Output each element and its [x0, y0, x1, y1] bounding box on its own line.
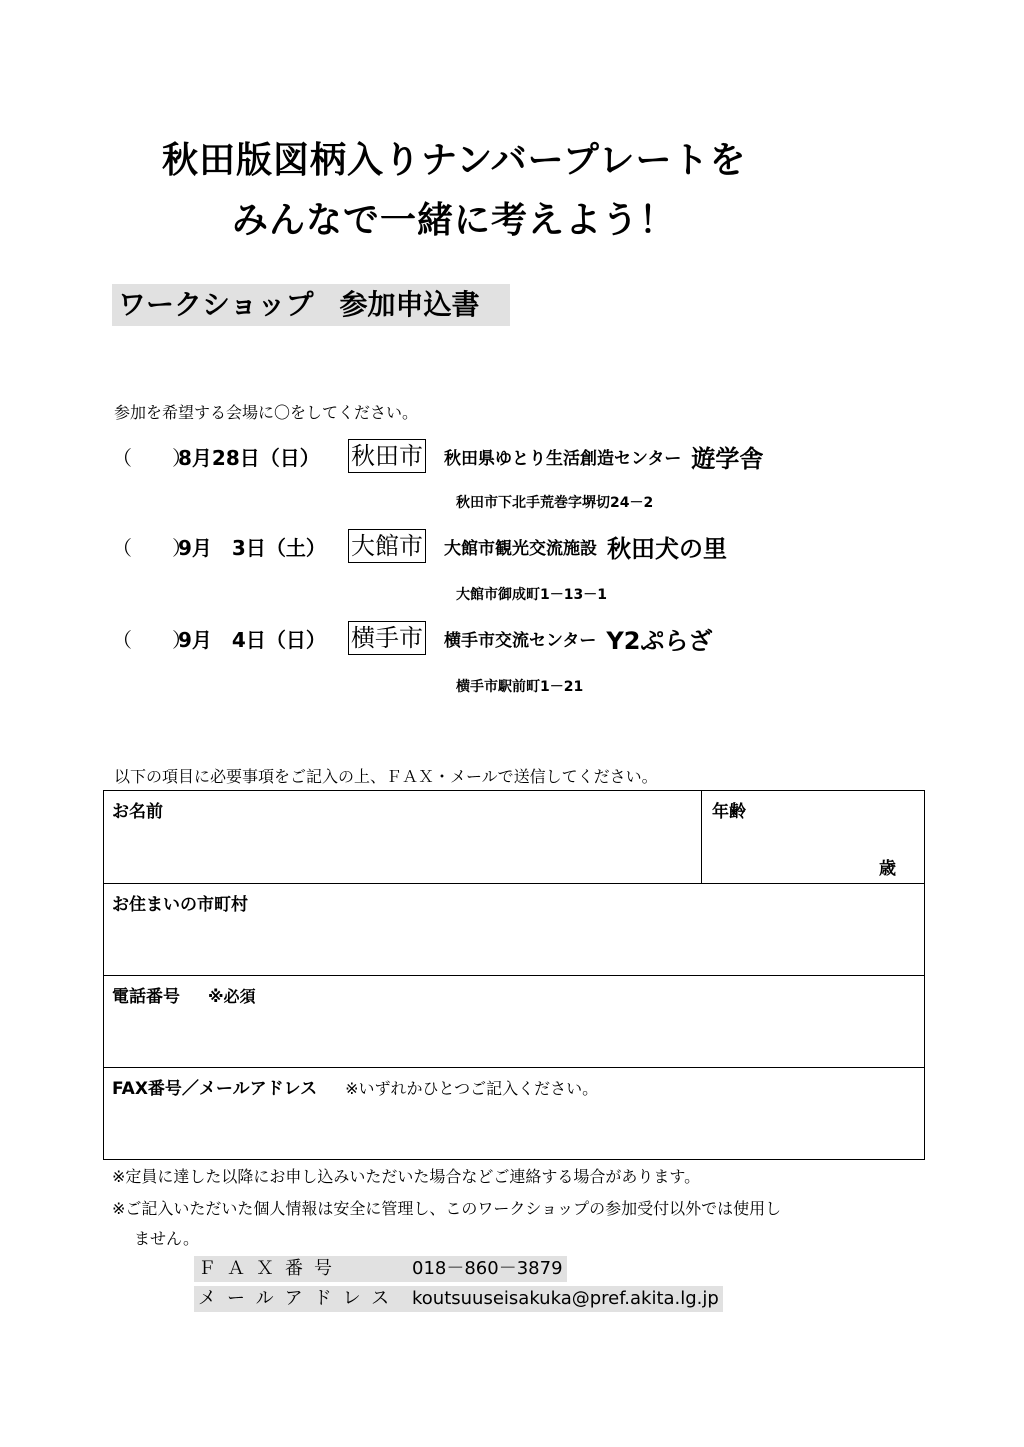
venue-instruction: 参加を希望する会場に〇をしてください。 — [114, 403, 419, 422]
venue-checkbox[interactable]: （ ） — [112, 445, 192, 470]
form-row-address[interactable] — [104, 884, 924, 976]
name-label: お名前 — [112, 802, 163, 822]
venue-address: 横手市駅前町1－21 — [456, 679, 584, 695]
venue-address: 大館市御成町1－13－1 — [456, 587, 607, 603]
form-instruction: 以下の項目に必要事項をご記入の上、ＦＡＸ・メールで送信してください。 — [114, 767, 658, 786]
subtitle-part-2: 参加申込書 — [339, 288, 480, 321]
venue-option-akita[interactable] — [112, 438, 763, 474]
form-row-phone[interactable] — [104, 976, 924, 1068]
fax-email-label — [112, 1074, 598, 1099]
venue-option-yokote[interactable] — [112, 620, 712, 656]
venue-checkbox[interactable]: （ ） — [112, 535, 192, 560]
phone-required-note: ※必須 — [208, 987, 256, 1006]
name-field[interactable] — [104, 791, 701, 883]
venue-facility: 横手市交流センター — [444, 630, 597, 651]
venue-date: 9月 4日（日） — [178, 627, 326, 652]
contact-fax — [194, 1256, 567, 1282]
venue-city: 大館市 — [348, 529, 426, 563]
form-subtitle — [112, 284, 510, 326]
form-row-name — [104, 791, 924, 884]
venue-facility-name: 秋田犬の里 — [607, 534, 727, 563]
venue-date: 8月28日（日） — [178, 445, 320, 470]
venue-checkbox[interactable]: （ ） — [112, 627, 192, 652]
fax-email-label-text: FAX番号／メールアドレス — [112, 1079, 318, 1099]
title-line-2: みんなで一緒に考えよう！ — [232, 200, 677, 241]
title-line-1: 秋田版図柄入りナンバープレートを — [162, 140, 747, 181]
fax-number: 018－860－3879 — [412, 1258, 563, 1279]
contact-email — [194, 1286, 723, 1312]
fax-email-note: ※いずれかひとつご記入ください。 — [345, 1079, 599, 1098]
venue-address: 秋田市下北手荒巻字堺切24－2 — [456, 495, 654, 511]
subtitle-part-1: ワークショップ — [118, 288, 314, 321]
venue-facility-name: Y2ぷらざ — [606, 626, 713, 655]
fax-key: ＦＡＸ番号 — [198, 1258, 343, 1279]
venue-city: 横手市 — [348, 621, 426, 655]
note-privacy: ※ご記入いただいた個人情報は安全に管理し、このワークショップの参加受付以外では使用し — [112, 1199, 782, 1218]
email-address[interactable]: koutsuuseisakuka@pref.akita.lg.jp — [412, 1288, 719, 1309]
form-row-fax-email[interactable] — [104, 1068, 924, 1159]
age-unit: 歳 — [879, 859, 896, 879]
application-form — [103, 790, 925, 1160]
venue-date: 9月 3日（土） — [178, 535, 326, 560]
note-capacity: ※定員に達した以降にお申し込みいただいた場合などご連絡する場合があります。 — [112, 1167, 701, 1186]
venue-city: 秋田市 — [348, 439, 426, 473]
age-label: 年齢 — [712, 802, 746, 822]
phone-label-text: 電話番号 — [112, 987, 180, 1007]
venue-facility: 秋田県ゆとり生活創造センター — [444, 448, 682, 469]
address-label: お住まいの市町村 — [112, 895, 248, 915]
venue-facility-name: 遊学舎 — [691, 444, 764, 473]
venue-facility: 大館市観光交流施設 — [444, 538, 597, 559]
note-privacy-cont: ません。 — [134, 1229, 199, 1248]
phone-label — [112, 982, 256, 1007]
venue-option-odate[interactable] — [112, 528, 727, 564]
mail-key: メールアドレス — [198, 1288, 401, 1309]
